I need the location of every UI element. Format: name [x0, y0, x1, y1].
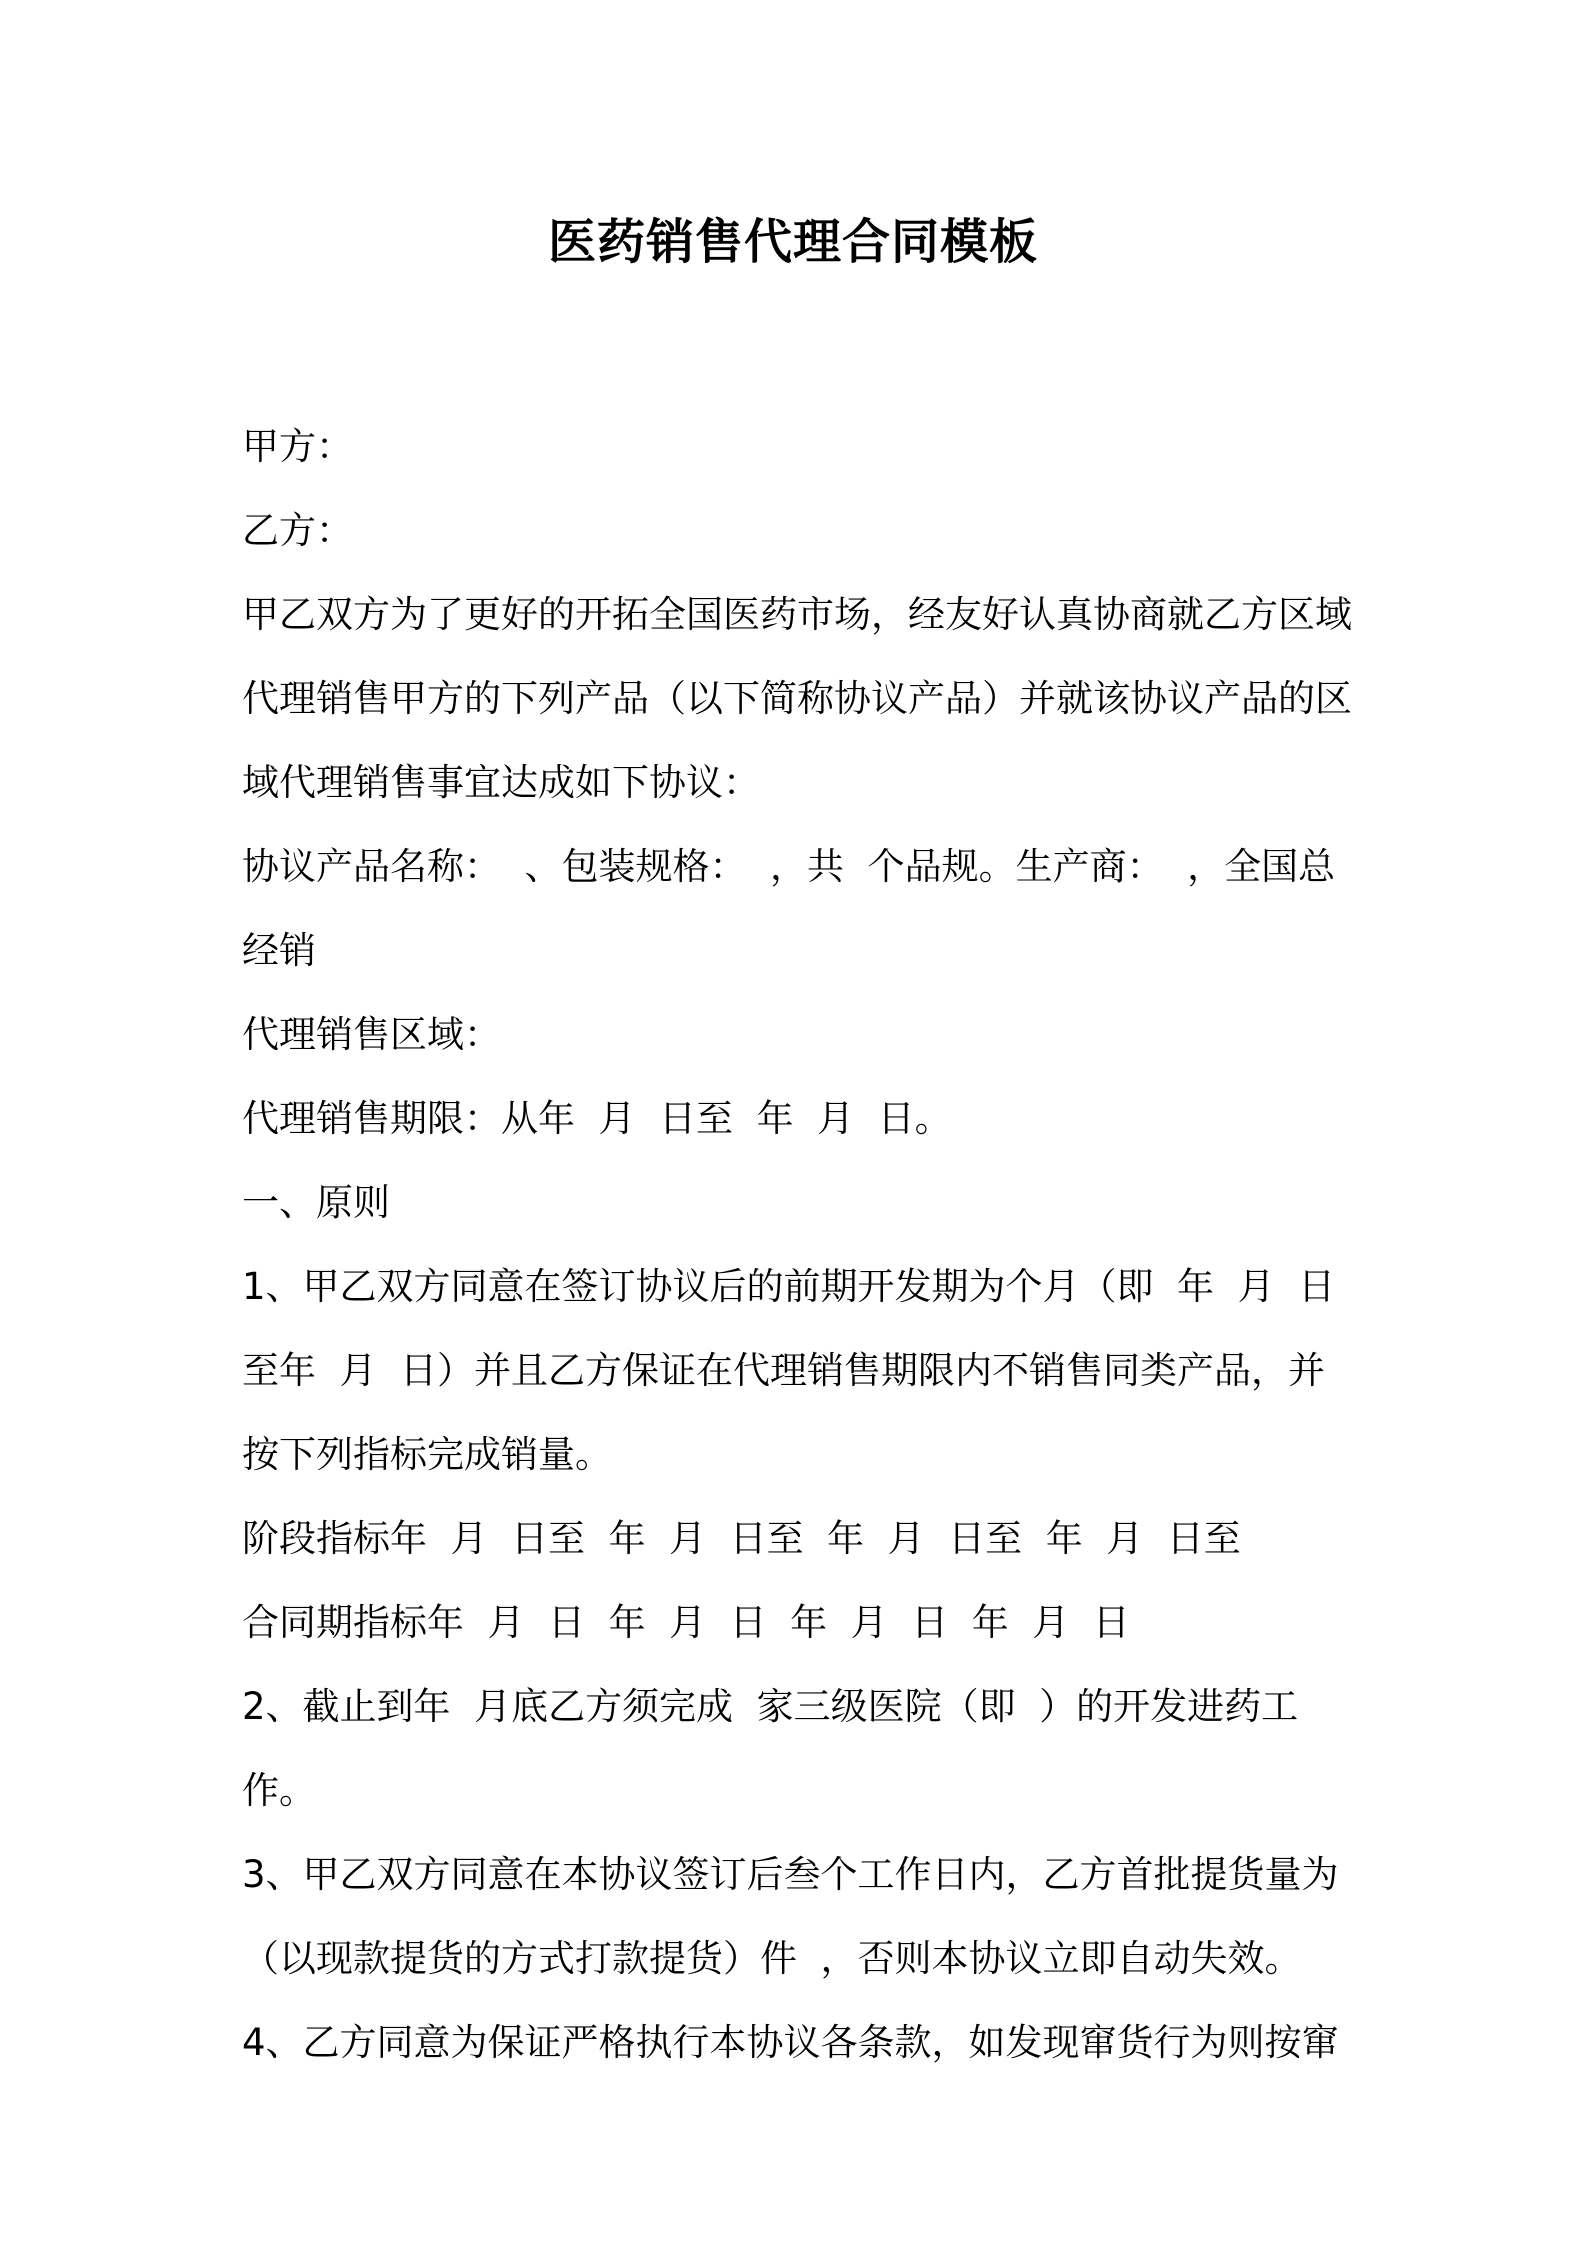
- sales-region-line: 代理销售区域：: [242, 1013, 501, 1056]
- clause-1-paragraph: 1、甲乙双方同意在签订协议后的前期开发期为个月（即 年 月 日至年 月 日）并且乙方保证在代理销售期限内不销售同类产品，并按下列指标完成销量。: [242, 1265, 1336, 1476]
- document-title: 医药销售代理合同模板: [547, 214, 1038, 270]
- clause-2-paragraph: 2、截止到年 月底乙方须完成 家三级医院（即 ）的开发进药工作。: [242, 1685, 1299, 1812]
- sales-period-line: 代理销售期限：从年 月 日至 年 月 日。: [242, 1097, 952, 1140]
- section-heading-principles: 一、原则: [242, 1181, 390, 1224]
- party-a-line: 甲方：: [242, 425, 353, 468]
- party-b-line: 乙方：: [242, 509, 353, 552]
- clause-3-paragraph: 3、甲乙双方同意在本协议签订后叁个工作日内，乙方首批提货量为（以现款提货的方式打款提货）件 ，否则本协议立即自动失效。: [242, 1853, 1339, 1980]
- product-info-paragraph: 协议产品名称： 、包装规格： ，共 个品规。生产商： ，全国总经销: [242, 845, 1336, 972]
- preamble-paragraph: 甲乙双方为了更好的开拓全国医药市场，经友好认真协商就乙方区域代理销售甲方的下列产品（以下简称协议产品）并就该协议产品的区域代理销售事宜达成如下协议：: [242, 593, 1352, 804]
- contract-target-line: 合同期指标年 月 日 年 月 日 年 月 日 年 月 日: [242, 1601, 1130, 1644]
- clause-4-paragraph: 4、乙方同意为保证严格执行本协议各条款，如发现窜货行为则按窜: [242, 2021, 1339, 2064]
- stage-target-line: 阶段指标年 月 日至 年 月 日至 年 月 日至 年 月 日至: [242, 1517, 1241, 1560]
- document-body: [242, 405, 1354, 2085]
